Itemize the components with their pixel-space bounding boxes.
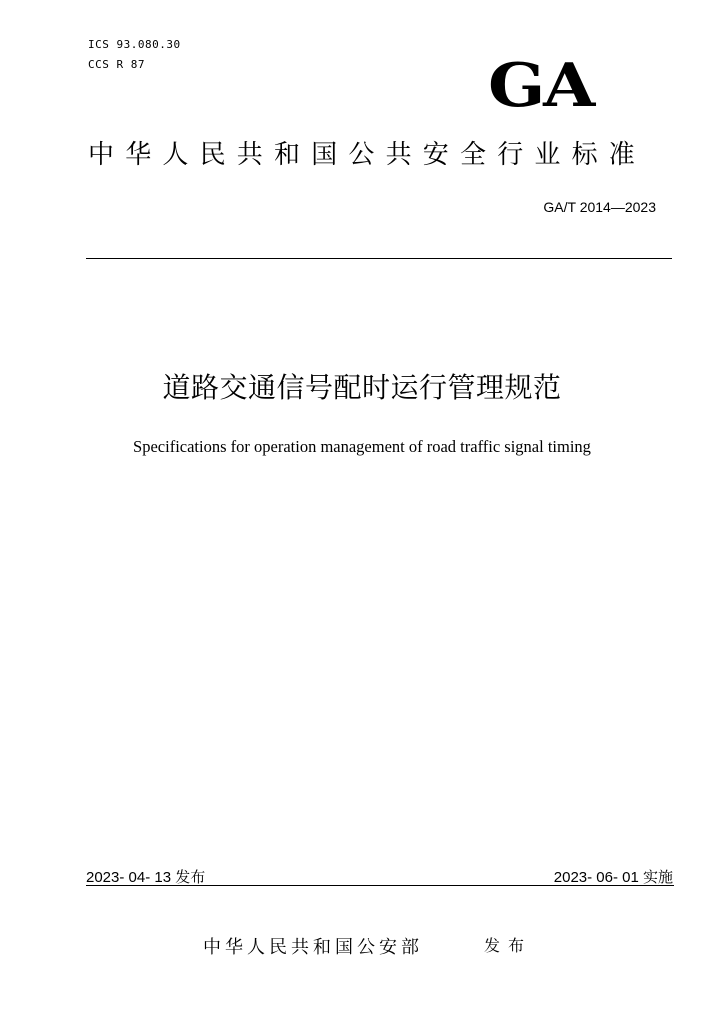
- implementation-date: 2023- 06- 01 实施: [553, 869, 673, 886]
- standard-number: GA/T 2014—2023: [543, 199, 656, 215]
- document-title: 道路交通信号配时运行管理规范: [162, 371, 562, 404]
- ics-code: ICS 93.080.30: [88, 38, 181, 51]
- document-subtitle: Specifications for operation management of road traffic signal timing: [133, 437, 591, 456]
- issue-date: 2023- 04- 13 发布: [86, 869, 206, 886]
- ga-logo: GA: [488, 51, 594, 121]
- issuing-authority: 中华人民共和国公安部: [203, 937, 423, 958]
- ccs-code: CCS R 87: [88, 58, 145, 71]
- top-divider: [86, 258, 672, 259]
- bottom-divider: [86, 885, 674, 886]
- issue-label: 发布: [484, 936, 533, 955]
- standard-category: 中华人民共和国公共安全行业标准: [88, 140, 647, 170]
